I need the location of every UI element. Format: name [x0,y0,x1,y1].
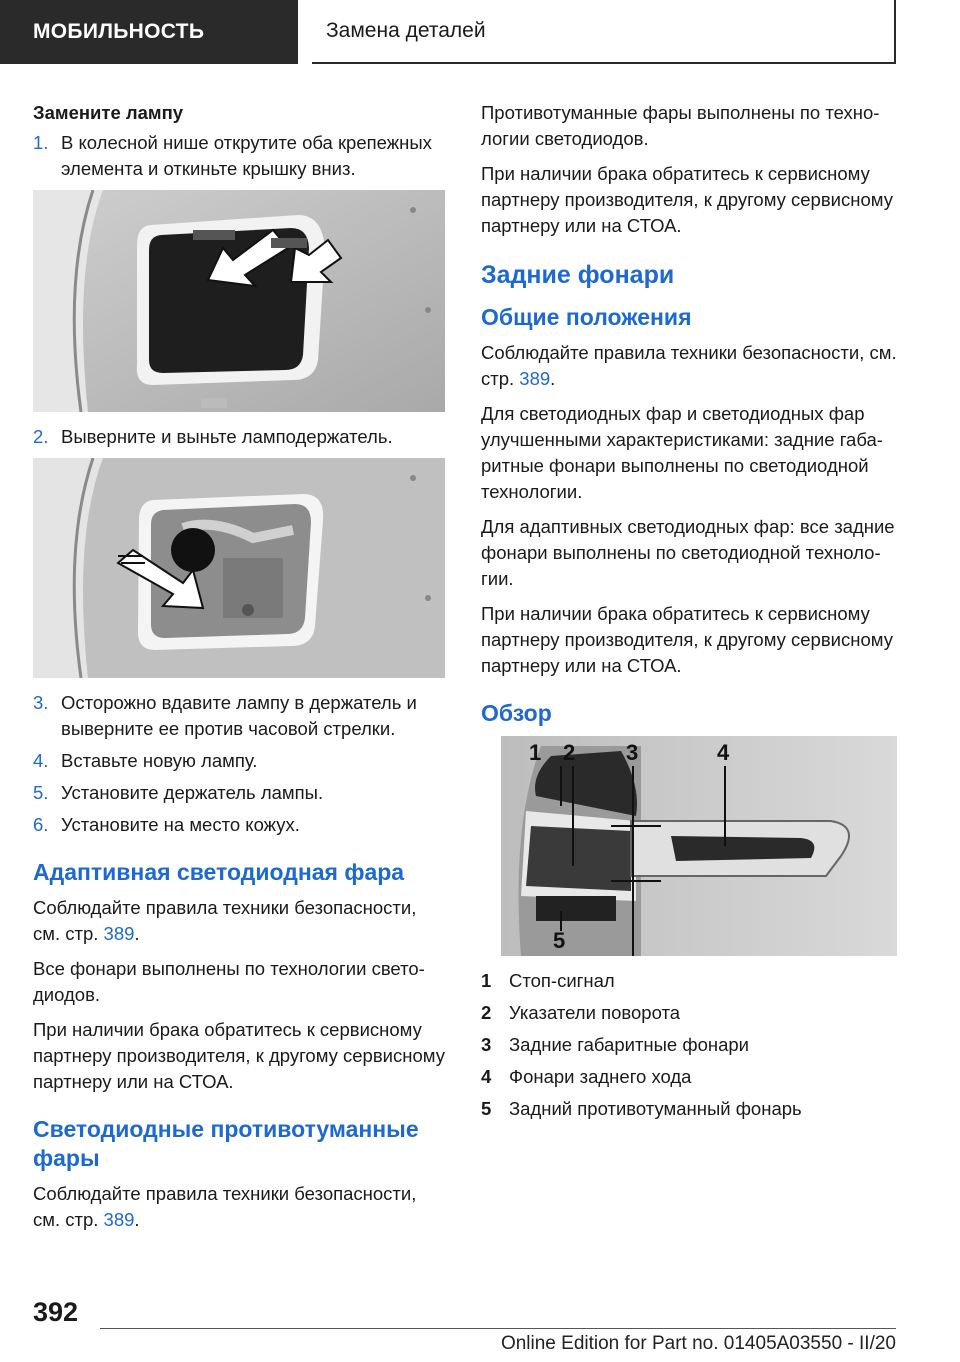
right-column [481,100,901,1128]
step-text: Осторожно вдавите лампу в держатель и выверните ее против часовой стрелки. [61,692,417,739]
step-4 [33,748,445,774]
step-number: 3. [33,692,49,713]
chapter-header: Замена деталей [312,0,896,64]
page-number: 392 [33,1297,79,1327]
general-safety-paragraph: Соблюдайте правила техники безопасности, см. стр. 389. [481,342,897,389]
step-3 [33,690,445,742]
fog-led-paragraph: Противотуманные фары выполнены по технологии светодиодов. [481,102,880,149]
step-number: 2. [33,426,49,447]
step-1 [33,130,445,182]
legend-item: 4 Фонари заднего хода [481,1066,692,1087]
adaptive-service-paragraph: При наличии брака обратитесь к сервисному партнеру производителя, к другому сервисному партнеру или на СТОА. [33,1019,445,1092]
replace-lamp-title: Замените лампу [33,102,184,123]
page-link[interactable]: 389 [519,368,551,389]
step-text: Вставьте новую лампу. [61,750,258,771]
fog-safety-paragraph: Соблюдайте правила техники безопасности, см. стр. 389. [33,1183,417,1230]
step-number: 5. [33,782,49,803]
general-service-paragraph: При наличии брака обратитесь к сервисному партнеру производителя, к другому сервисному партнеру или на СТОА. [481,603,893,676]
step-number: 1. [33,132,49,153]
step-6 [33,812,445,838]
callout-4: 4 [717,740,730,765]
adaptive-led-paragraph: Все фонари выполнены по технологии светодиодов. [33,958,425,1005]
step-2 [33,424,445,450]
legend-item: 3 Задние габаритные фонари [481,1034,750,1055]
step-text: Выверните и выньте ламподержатель. [61,426,393,447]
legend-item: 1 Стоп-сигнал [481,970,615,991]
overview-title: Обзор [481,700,552,726]
general-title: Общие положения [481,304,692,330]
wheel-arch-cover-figure [33,190,445,412]
step-5 [33,780,445,806]
rear-lights-title: Задние фонари [481,261,675,289]
general-adaptive-paragraph: Для адаптивных светодиодных фар: все задние фонари выполнены по светодиодной технологии. [481,516,895,589]
lamp-holder-figure [33,458,445,678]
callout-1: 1 [529,740,542,765]
section-header: МОБИЛЬНОСТЬ [0,0,298,64]
callout-2: 2 [563,740,576,765]
adaptive-headlight-title: Адаптивная светодиодная фара [33,859,405,885]
led-fog-lights-title: Светодиодные противотуманные фары [33,1116,419,1171]
step-text: В колесной нише открутите оба крепежных элемента и откиньте крышку вниз. [61,132,432,179]
general-led-paragraph: Для светодиодных фар и светодиодных фар улучшенными характеристиками: задние габаритные фонари выполнены по светодиодной технологии. [481,403,883,502]
step-text: Установите на место кожух. [61,814,300,835]
step-number: 4. [33,750,49,771]
callout-3: 3 [626,740,639,765]
adaptive-safety-paragraph: Соблюдайте правила техники безопасности, см. стр. 389. [33,897,417,944]
left-column [33,100,445,1242]
footer-divider [100,1328,896,1329]
step-text: Установите держатель лампы. [61,782,324,803]
page-link[interactable]: 389 [103,923,135,944]
fog-service-paragraph: При наличии брака обратитесь к сервисному партнеру производителя, к другому сервисному партнеру или на СТОА. [481,163,893,236]
step-number: 6. [33,814,49,835]
legend-item: 5 Задний противотуманный фонарь [481,1098,802,1119]
rear-light-overview-figure [481,736,897,956]
footer-edition: Online Edition for Part no. 01405A03550 - II/20 [500,1333,896,1354]
callout-5: 5 [553,928,566,953]
legend-item: 2 Указатели поворота [481,1002,681,1023]
page-link[interactable]: 389 [103,1209,135,1230]
